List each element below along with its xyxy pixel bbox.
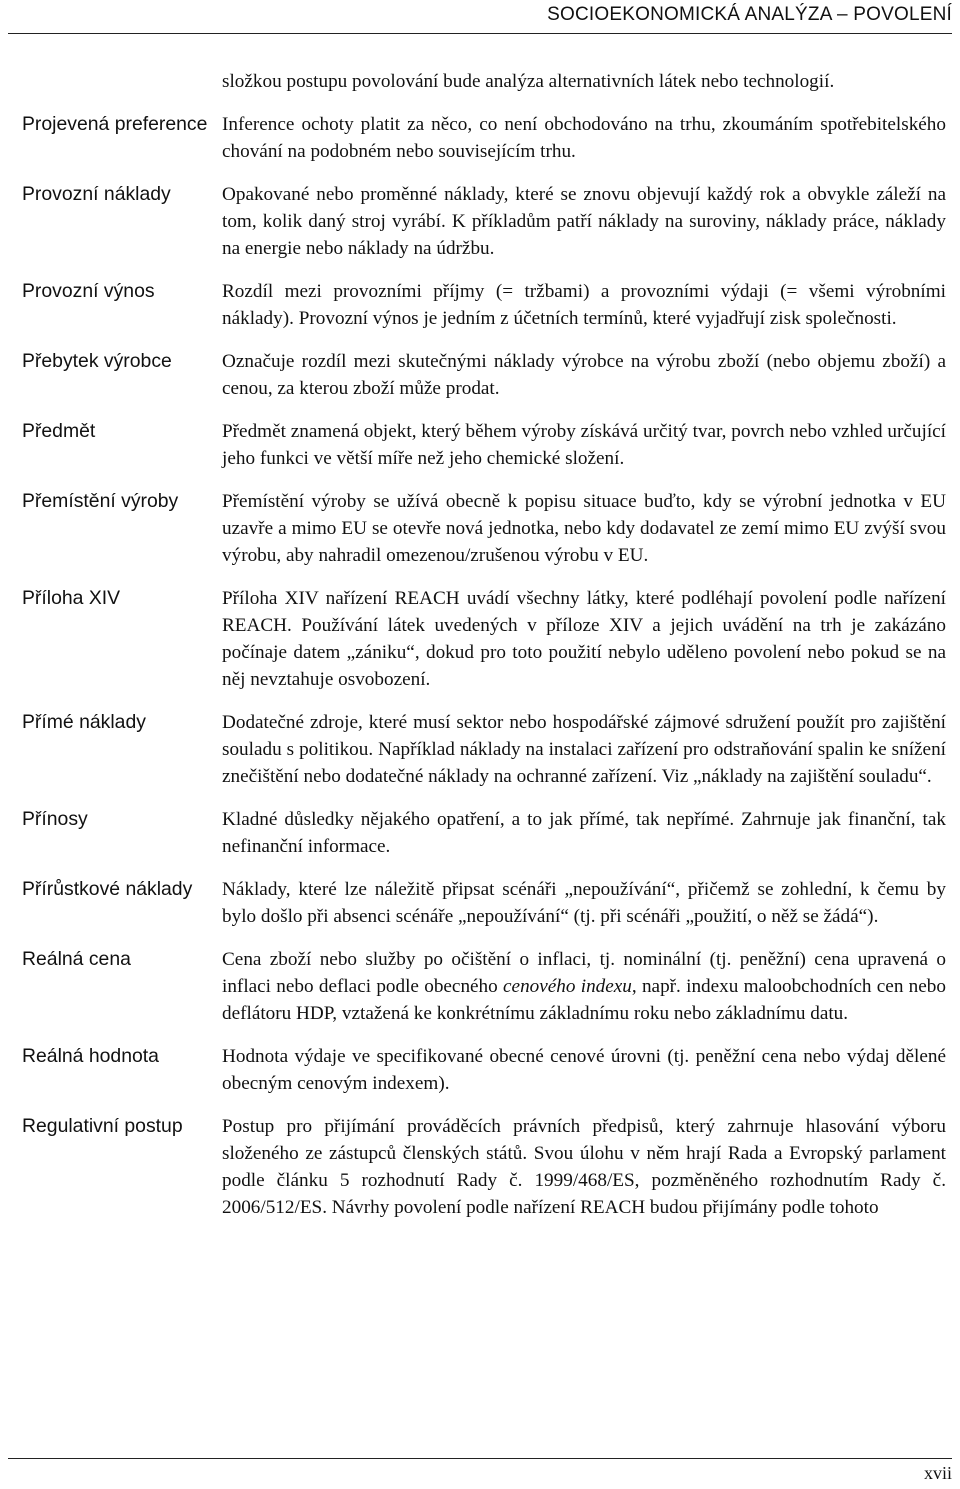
glossary-definition: Rozdíl mezi provozními příjmy (= tržbami) a provozními výdaji (= všemi výrobními náklady). Provozní výnos je jedním z účetních termínů, které vyjadřují zisk společnosti.	[222, 281, 946, 329]
glossary-entry-prirustkove-naklady	[22, 876, 946, 930]
glossary-entry-priloha-xiv	[22, 585, 946, 693]
glossary-definition	[222, 946, 946, 1027]
glossary-term: Předmět	[22, 420, 96, 442]
glossary-term: Reálná hodnota	[22, 1045, 159, 1067]
definition-italic-term: cenového indexu	[503, 976, 632, 997]
glossary-entry-realna-hodnota	[22, 1043, 946, 1097]
continued-definition-text: složkou postupu povolování bude analýza alternativních látek nebo technologií.	[222, 71, 835, 92]
glossary-definition: Opakované nebo proměnné náklady, které se znovu objevují každý rok a obvykle záleží na tom, kolik daný stroj vyrábí. K příkladům patří náklady na suroviny, náklady práce, náklady na energie nebo náklady na údržbu.	[222, 184, 946, 259]
glossary-term: Provozní výnos	[22, 280, 155, 302]
glossary-entry-regulativni-postup	[22, 1113, 946, 1221]
glossary-definition: Příloha XIV nařízení REACH uvádí všechny látky, které podléhají povolení podle nařízení REACH. Používání látek uvedených v příloze XIV a jejich uvádění na trh je zakázáno počínaje datem „zániku“, dokud pro toto použití nebylo uděleno povolení nebo pokud se na něj nevztahuje osvobození.	[222, 588, 946, 690]
header-divider	[8, 33, 952, 34]
glossary-entry-prime-naklady	[22, 709, 946, 790]
footer-divider	[8, 1458, 952, 1459]
definition-text: Cena zboží nebo služby po očištění o inflaci, tj. nominální (tj. peněžní) cena upravená o inflaci nebo deflaci podle obecného	[222, 949, 946, 997]
glossary-term: Přírůstkové náklady	[22, 878, 193, 900]
glossary-definition: Kladné důsledky nějakého opatření, a to jak přímé, tak nepřímé. Zahrnuje jak finanční, tak nefinanční informace.	[222, 809, 946, 857]
glossary-definition: Přemístění výroby se užívá obecně k popisu situace buďto, kdy se výrobní jednotka v EU uzavře a mimo EU se otevře nová jednotka, nebo kdy dodavatel ze zemí mimo EU zvýší svou výrobu, aby nahradil omezenou/zrušenou výrobu v EU.	[222, 491, 946, 566]
glossary-term: Přemístění výroby	[22, 490, 179, 512]
glossary-body	[22, 68, 946, 1221]
glossary-definition: Náklady, které lze náležitě připsat scénáři „nepoužívání“, přičemž se zohlední, k čemu by bylo došlo při absenci scénáře „nepoužívání“ (tj. při scénáři „použití, o něž se žádá“).	[222, 879, 946, 927]
definition-text: , např. indexu maloobchodních cen nebo deflátoru HDP, vztažená ke konkrétnímu základnímu roku nebo základnímu datu.	[222, 976, 946, 1024]
glossary-entry-projevena-preference	[22, 111, 946, 165]
glossary-term: Přebytek výrobce	[22, 350, 172, 372]
glossary-term: Přímé náklady	[22, 711, 146, 733]
glossary-term: Reálná cena	[22, 948, 131, 970]
glossary-term: Projevená preference	[22, 113, 208, 135]
glossary-entry-provozni-naklady	[22, 181, 946, 262]
glossary-entry-realna-cena	[22, 946, 946, 1027]
glossary-entry-premisteni-vyroby	[22, 488, 946, 569]
glossary-term: Regulativní postup	[22, 1115, 183, 1137]
glossary-term: Provozní náklady	[22, 183, 171, 205]
glossary-definition: Dodatečné zdroje, které musí sektor nebo hospodářské zájmové sdružení použít pro zajištění souladu s politikou. Například náklady na instalaci zařízení pro odstraňování spalin ke snížení znečištění nebo dodatečné náklady na ochranné zařízení. Viz „náklady na zajištění souladu“.	[222, 712, 946, 787]
glossary-definition: Hodnota výdaje ve specifikované obecné cenové úrovni (tj. peněžní cena nebo výdaj dělené obecným cenovým indexem).	[222, 1046, 946, 1094]
glossary-definition: Postup pro přijímání prováděcích právních předpisů, který zahrnuje hlasování výboru složeného ze zástupců členských států. Svou úlohu v něm hrají Rada a Evropský parlament podle článku 5 rozhodnutí Rady č. 1999/468/ES, pozměněného rozhodnutím Rady č. 2006/512/ES. Návrhy povolení podle nařízení REACH budou přijímány podle tohoto	[222, 1116, 946, 1218]
glossary-definition: Předmět znamená objekt, který během výroby získává určitý tvar, povrch nebo vzhled určující jeho funkci ve větší míře než jeho chemické složení.	[222, 421, 946, 469]
glossary-entry-prebytek-vyrobce	[22, 348, 946, 402]
page-number: xvii	[923, 1463, 952, 1483]
glossary-definition: Označuje rozdíl mezi skutečnými náklady výrobce na výrobu zboží (nebo objemu zboží) a cenou, za kterou zboží může prodat.	[222, 351, 946, 399]
glossary-term: Příloha XIV	[22, 587, 121, 609]
glossary-definition: Inference ochoty platit za něco, co není obchodováno na trhu, zkoumáním spotřebitelského chování na podobném nebo souvisejícím trhu.	[222, 114, 946, 162]
glossary-term: Přínosy	[22, 808, 88, 830]
glossary-entry-predmet	[22, 418, 946, 472]
running-header-title: SOCIOEKONOMICKÁ ANALÝZA – POVOLENÍ	[547, 4, 952, 25]
glossary-entry-provozni-vynos	[22, 278, 946, 332]
glossary-entry-prinosy	[22, 806, 946, 860]
